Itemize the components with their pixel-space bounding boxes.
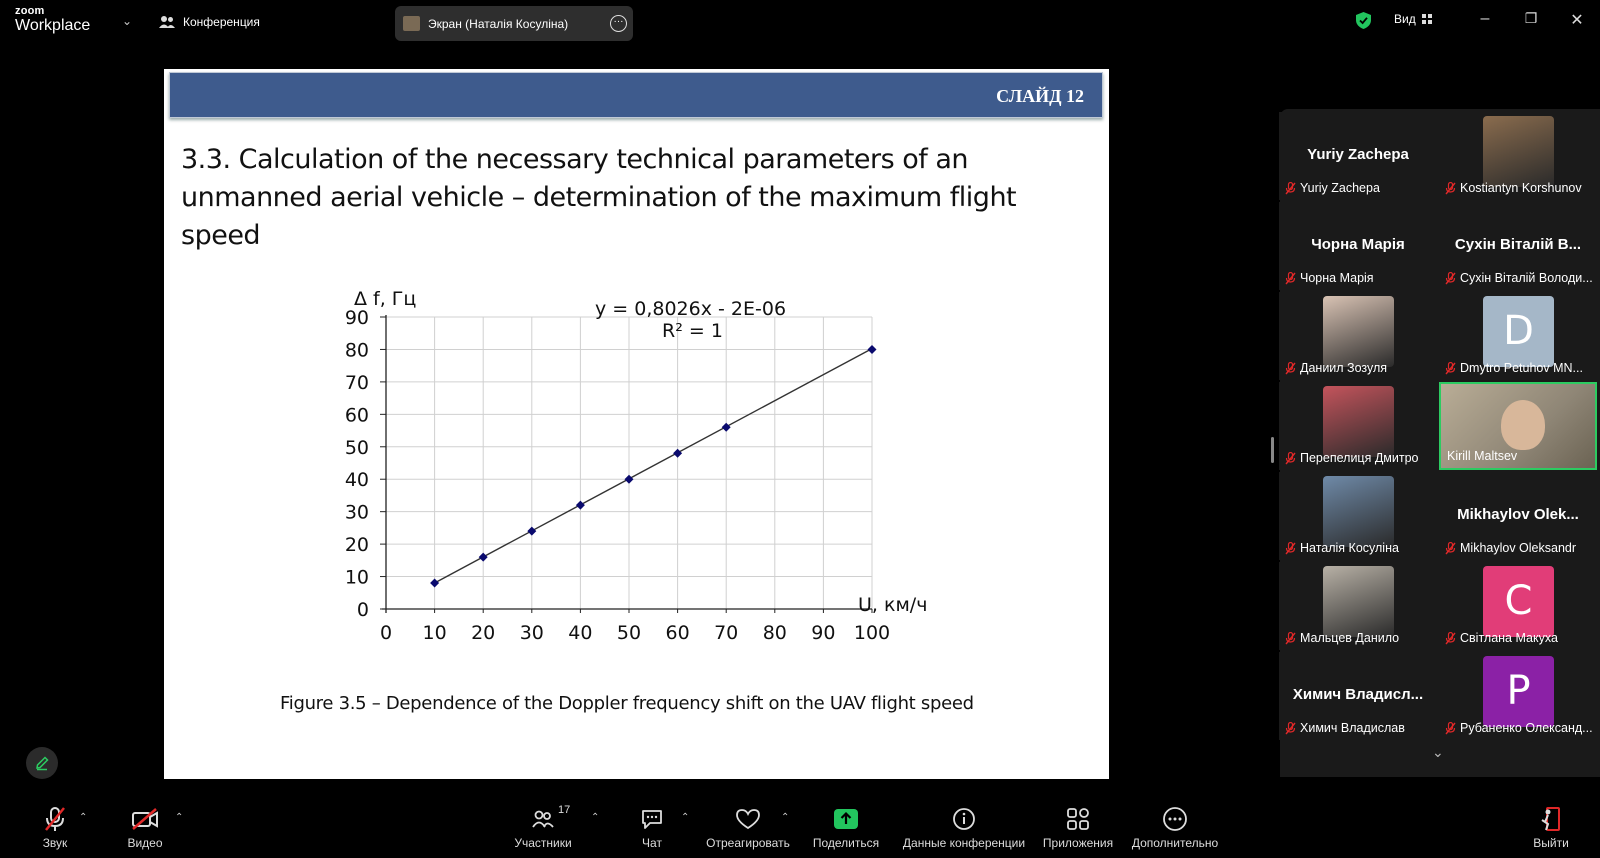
grid-view-icon bbox=[1422, 14, 1433, 25]
participant-name: Kostiantyn Korshunov bbox=[1460, 181, 1582, 195]
slide-title: 3.3. Calculation of the necessary technical parameters of an unmanned aerial vehicle – determination of the maximum flight speed bbox=[181, 144, 1017, 251]
share-button[interactable] bbox=[810, 804, 882, 850]
more-options-icon[interactable]: ··· bbox=[610, 15, 627, 32]
participant-name: Світлана Макуха bbox=[1460, 631, 1558, 645]
participant-tile[interactable] bbox=[1279, 292, 1437, 380]
y-tick-label: 60 bbox=[344, 404, 369, 427]
participant-display-name: Химич Владисл... bbox=[1292, 686, 1424, 703]
y-tick-label: 30 bbox=[344, 501, 369, 524]
meeting-info-label: Данные конференции bbox=[902, 836, 1026, 850]
participant-tile[interactable] bbox=[1439, 292, 1597, 380]
x-tick-label: 10 bbox=[422, 622, 447, 644]
participant-tile[interactable] bbox=[1279, 652, 1437, 740]
data-point bbox=[868, 345, 877, 354]
video-label: Видео bbox=[127, 836, 163, 850]
leave-icon bbox=[1539, 806, 1563, 832]
participant-caption bbox=[1445, 541, 1593, 555]
microphone-muted-icon bbox=[43, 806, 67, 832]
y-tick-label: 40 bbox=[344, 469, 369, 492]
y-tick-label: 20 bbox=[344, 534, 369, 557]
participant-name: Рубаненко Олександ... bbox=[1460, 721, 1593, 735]
participant-name: Kirill Maltsev bbox=[1447, 449, 1518, 463]
presentation-slide bbox=[164, 69, 1109, 779]
shield-check-icon[interactable] bbox=[1355, 11, 1372, 30]
audio-options-caret-icon[interactable]: ⌃ bbox=[79, 812, 88, 823]
x-tick-label: 90 bbox=[811, 622, 836, 644]
participants-count: 17 bbox=[558, 804, 571, 816]
x-tick-label: 50 bbox=[616, 622, 642, 644]
share-screen-icon bbox=[833, 808, 859, 830]
y-tick-label: 0 bbox=[356, 599, 369, 621]
mic-muted-icon bbox=[1445, 362, 1456, 375]
chevron-down-icon[interactable]: ⌄ bbox=[122, 14, 133, 28]
trendline-equation: y = 0,8026x - 2E-06 bbox=[595, 298, 787, 320]
video-button[interactable] bbox=[122, 804, 168, 850]
participant-display-name: Чорна Марія bbox=[1311, 236, 1405, 253]
mic-muted-icon bbox=[1445, 632, 1456, 645]
participant-caption bbox=[1285, 721, 1433, 735]
logo-zoom-text: zoom bbox=[15, 5, 45, 17]
react-label: Отреагировать bbox=[706, 836, 790, 850]
mic-muted-icon bbox=[1445, 722, 1456, 735]
leave-label: Выйти bbox=[1533, 836, 1569, 850]
participants-options-caret-icon[interactable]: ⌃ bbox=[591, 812, 600, 823]
participant-name: Yuriy Zachepa bbox=[1300, 181, 1380, 195]
x-tick-label: 40 bbox=[568, 622, 593, 644]
react-options-caret-icon[interactable]: ⌃ bbox=[781, 812, 790, 823]
participant-tile[interactable] bbox=[1279, 202, 1437, 290]
participant-tile[interactable] bbox=[1279, 472, 1437, 560]
participant-name: Химич Владислав bbox=[1300, 721, 1405, 735]
video-options-caret-icon[interactable]: ⌃ bbox=[175, 812, 184, 823]
participant-avatar-photo bbox=[1323, 476, 1394, 547]
scroll-down-chevron-icon[interactable]: ⌄ bbox=[1432, 744, 1444, 760]
participant-name: Сухін Віталій Володи... bbox=[1460, 271, 1593, 285]
trendline bbox=[435, 349, 872, 583]
participant-tile[interactable] bbox=[1439, 382, 1597, 470]
participant-caption bbox=[1285, 361, 1433, 375]
info-icon bbox=[952, 807, 976, 831]
participant-caption bbox=[1285, 451, 1433, 465]
participant-name: Dmytro Petuhov MN... bbox=[1460, 361, 1583, 375]
mic-muted-icon bbox=[1285, 362, 1296, 375]
x-tick-label: 70 bbox=[714, 622, 739, 644]
data-point bbox=[673, 449, 682, 458]
mic-muted-icon bbox=[1285, 542, 1296, 555]
y-axis-label: Δ f, Гц bbox=[354, 288, 417, 310]
top-bar bbox=[0, 0, 1600, 44]
participant-avatar-photo bbox=[1323, 386, 1394, 457]
mic-muted-icon bbox=[1285, 632, 1296, 645]
participants-button[interactable] bbox=[511, 804, 575, 850]
participant-name: Чорна Марія bbox=[1300, 271, 1374, 285]
x-tick-label: 20 bbox=[471, 622, 496, 644]
screen-share-indicator[interactable] bbox=[395, 6, 633, 41]
participant-caption bbox=[1285, 271, 1433, 285]
conference-label: Конференция bbox=[183, 15, 260, 29]
apps-icon bbox=[1066, 807, 1090, 831]
annotate-button[interactable] bbox=[26, 747, 58, 779]
participant-initial-avatar: P bbox=[1483, 656, 1554, 727]
participant-caption bbox=[1445, 361, 1593, 375]
participant-name: Даниил Зозуля bbox=[1300, 361, 1388, 375]
data-point bbox=[479, 553, 488, 562]
participant-name: Мальцев Данило bbox=[1300, 631, 1400, 645]
more-button[interactable] bbox=[1128, 804, 1222, 850]
view-button[interactable] bbox=[1394, 12, 1433, 26]
participant-caption bbox=[1445, 181, 1593, 195]
participant-display-name: Yuriy Zachepa bbox=[1307, 146, 1409, 163]
data-point bbox=[430, 579, 439, 588]
apps-label: Приложения bbox=[1042, 836, 1114, 850]
minimize-icon[interactable]: – bbox=[1480, 10, 1490, 27]
participant-tile[interactable] bbox=[1439, 652, 1597, 740]
y-tick-label: 90 bbox=[344, 307, 369, 329]
slide-number: СЛАЙД 12 bbox=[996, 86, 1084, 106]
participant-name: Mikhaylov Oleksandr bbox=[1460, 541, 1577, 555]
x-tick-label: 0 bbox=[379, 622, 393, 644]
participant-caption bbox=[1445, 271, 1593, 285]
participant-avatar-photo bbox=[1323, 296, 1394, 367]
more-label: Дополнительно bbox=[1131, 836, 1219, 850]
y-tick-label: 50 bbox=[344, 436, 369, 459]
screen-share-label: Экран (Наталія Косуліна) bbox=[428, 16, 569, 31]
participant-tile[interactable] bbox=[1439, 562, 1597, 650]
y-tick-label: 80 bbox=[344, 339, 369, 362]
participant-caption bbox=[1285, 541, 1433, 555]
participant-caption bbox=[1447, 449, 1591, 463]
audio-label: Звук bbox=[42, 836, 68, 850]
participant-display-name: Mikhaylov Olek... bbox=[1457, 506, 1579, 523]
heart-icon bbox=[735, 808, 761, 830]
chat-options-caret-icon[interactable]: ⌃ bbox=[681, 812, 690, 823]
participants-icon bbox=[532, 809, 554, 829]
mic-muted-icon bbox=[1445, 272, 1456, 285]
participant-name: Перепелиця Дмитро bbox=[1300, 451, 1419, 465]
figure-caption: Figure 3.5 – Dependence of the Doppler frequency shift on the UAV flight speed bbox=[280, 693, 974, 714]
x-tick-label: 80 bbox=[762, 622, 787, 644]
camera-off-icon bbox=[131, 808, 159, 830]
panel-resize-handle[interactable] bbox=[1271, 437, 1274, 463]
data-point bbox=[722, 423, 731, 432]
participant-avatar-photo bbox=[1323, 566, 1394, 637]
participant-tile[interactable] bbox=[1439, 202, 1597, 290]
participant-display-name: Сухін Віталій В... bbox=[1454, 236, 1582, 253]
participant-avatar-photo bbox=[1483, 116, 1554, 187]
leave-button[interactable] bbox=[1531, 804, 1571, 850]
participant-caption bbox=[1445, 631, 1593, 645]
react-button[interactable] bbox=[703, 804, 793, 850]
more-icon bbox=[1162, 806, 1188, 832]
x-tick-label: 60 bbox=[665, 622, 690, 644]
participant-caption bbox=[1445, 721, 1593, 735]
people-icon bbox=[158, 15, 176, 29]
conference-menu-button[interactable] bbox=[158, 12, 260, 32]
mic-muted-icon bbox=[1285, 272, 1296, 285]
mic-muted-icon bbox=[1445, 182, 1456, 195]
pencil-icon bbox=[34, 755, 50, 771]
share-label: Поделиться bbox=[812, 836, 880, 850]
logo-workplace-text: Workplace bbox=[15, 17, 91, 34]
r-squared-label: R² = 1 bbox=[662, 320, 723, 342]
view-label: Вид bbox=[1394, 12, 1416, 26]
audio-button[interactable] bbox=[33, 804, 77, 850]
mic-muted-icon bbox=[1285, 722, 1296, 735]
y-tick-label: 70 bbox=[344, 371, 369, 394]
x-axis-label: U, км/ч bbox=[858, 594, 928, 616]
data-point bbox=[576, 501, 585, 510]
x-tick-label: 100 bbox=[853, 622, 891, 644]
participant-caption bbox=[1285, 631, 1433, 645]
participant-tile[interactable] bbox=[1279, 382, 1437, 470]
participant-tile[interactable] bbox=[1439, 112, 1597, 200]
restore-icon[interactable]: ❐ bbox=[1524, 10, 1538, 26]
meeting-toolbar bbox=[0, 800, 1600, 858]
participant-initial-avatar: D bbox=[1483, 296, 1554, 367]
data-point bbox=[625, 475, 634, 484]
participant-name: Наталія Косуліна bbox=[1300, 541, 1399, 555]
chat-icon bbox=[640, 808, 664, 830]
participant-initial-avatar: C bbox=[1483, 566, 1554, 637]
participant-tile[interactable] bbox=[1279, 562, 1437, 650]
doppler-chart bbox=[164, 69, 1109, 709]
x-tick-label: 30 bbox=[519, 622, 544, 644]
participants-label: Участники bbox=[514, 836, 572, 850]
zoom-logo bbox=[15, 6, 90, 34]
y-tick-label: 10 bbox=[344, 566, 369, 589]
participant-video-feed bbox=[1501, 400, 1545, 450]
mic-muted-icon bbox=[1445, 542, 1456, 555]
mic-muted-icon bbox=[1285, 182, 1296, 195]
participant-tile[interactable] bbox=[1439, 472, 1597, 560]
close-icon[interactable]: ✕ bbox=[1570, 12, 1584, 29]
sharer-avatar bbox=[403, 16, 420, 31]
meeting-info-button[interactable] bbox=[902, 804, 1026, 850]
participant-tile[interactable] bbox=[1279, 112, 1437, 200]
mic-muted-icon bbox=[1285, 452, 1296, 465]
chat-button[interactable] bbox=[636, 804, 668, 850]
data-point bbox=[527, 527, 536, 536]
apps-button[interactable] bbox=[1041, 804, 1115, 850]
participant-caption bbox=[1285, 181, 1433, 195]
chat-label: Чат bbox=[642, 836, 662, 850]
